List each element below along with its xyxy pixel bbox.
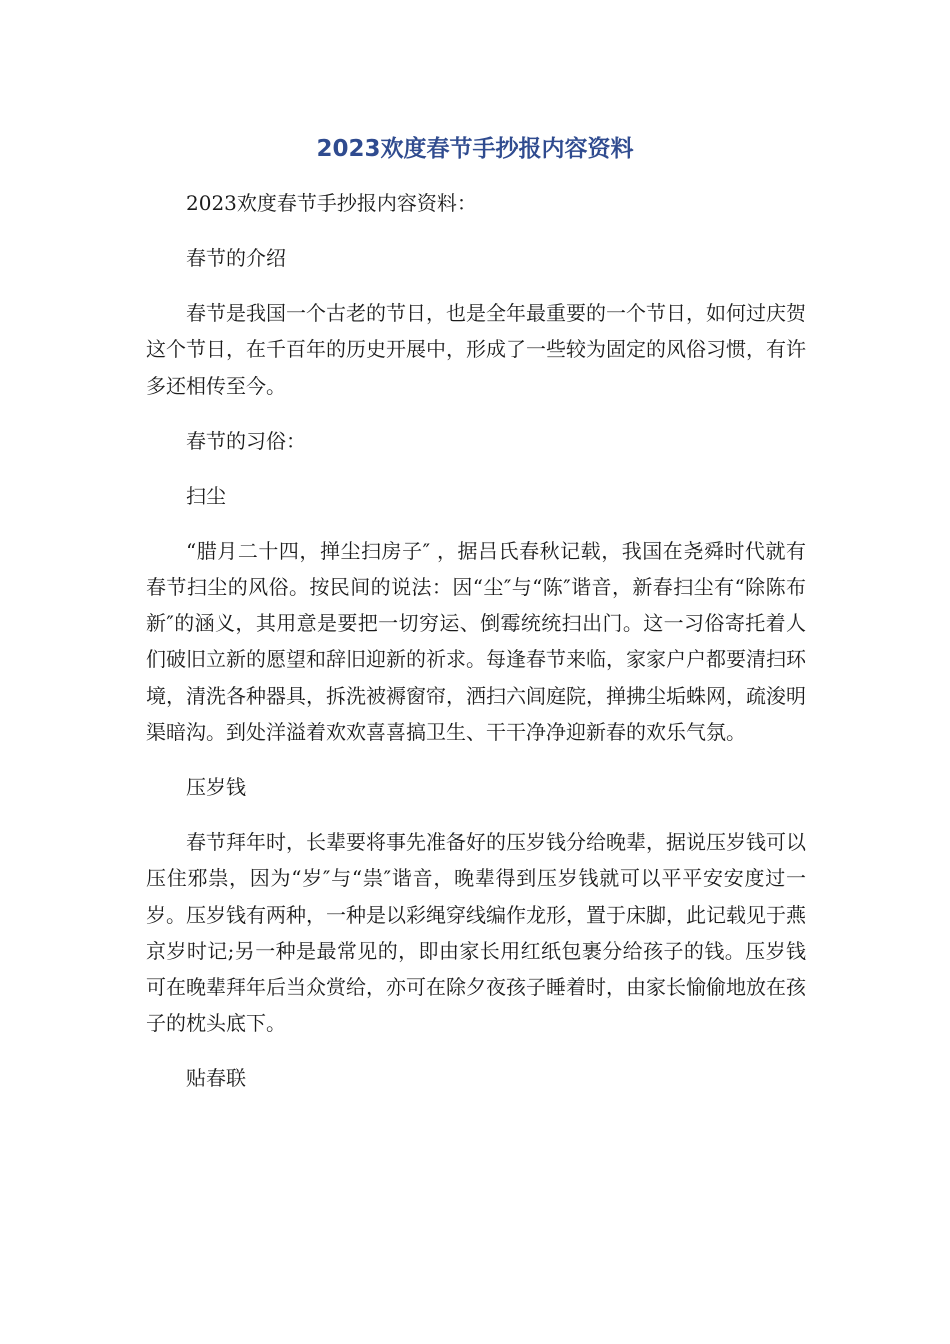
paragraph-intro-heading: 2023欢度春节手抄报内容资料： (186, 191, 477, 215)
paragraph-sweeping: “腊月二十四，掸尘扫房子″ ，据吕氏春秋记载，我国在尧舜时代就有春节扫尘的风俗。按民间的说法：因“尘″与“陈″谐音，新春扫尘有“除陈布新″的涵义，其用意是要把一切穷运、倒霉统统扫出门。这一习俗寄托着人们破旧立新的愿望和辞旧迎新的祈求。每逢春节来临，家家户户都要清扫环境，清洗各种器具，拆洗被褥窗帘，洒扫六闾庭院，掸拂尘垢蛛网，疏浚明渠暗沟。到处洋溢着欢欢喜喜搞卫生、干干净净迎新春的欢乐气氛。 (146, 538, 806, 744)
paragraph-introduction: 春节是我国一个古老的节日，也是全年最重要的一个节日，如何过庆贺这个节日，在千百年的历史开展中，形成了一些较为固定的风俗习惯，有许多还相传至今。 (146, 300, 806, 398)
document-title: 2023欢度春节手抄报内容资料 (316, 136, 634, 162)
paragraph-lucky-money: 春节拜年时，长辈要将事先准备好的压岁钱分给晚辈，据说压岁钱可以压住邪祟，因为“岁″与“祟″谐音，晚辈得到压岁钱就可以平平安安度过一岁。压岁钱有两种，一种是以彩绳穿线编作龙形，置于床脚，此记载见于燕京岁时记;另一种是最常见的，即由家长用红纸包裹分给孩子的钱。压岁钱可在晚辈拜年后当众赏给，亦可在除夕夜孩子睡着时，由家长愉偷地放在孩子的枕头底下。 (146, 829, 806, 1036)
section-heading-introduction: 春节的介绍 (186, 245, 286, 270)
subheading-couplets: 贴春联 (186, 1066, 246, 1091)
subheading-lucky-money: 压岁钱 (186, 774, 246, 799)
document-body (146, 185, 806, 1115)
subheading-sweeping: 扫尘 (186, 483, 226, 508)
section-heading-customs: 春节的习俗： (186, 428, 306, 453)
